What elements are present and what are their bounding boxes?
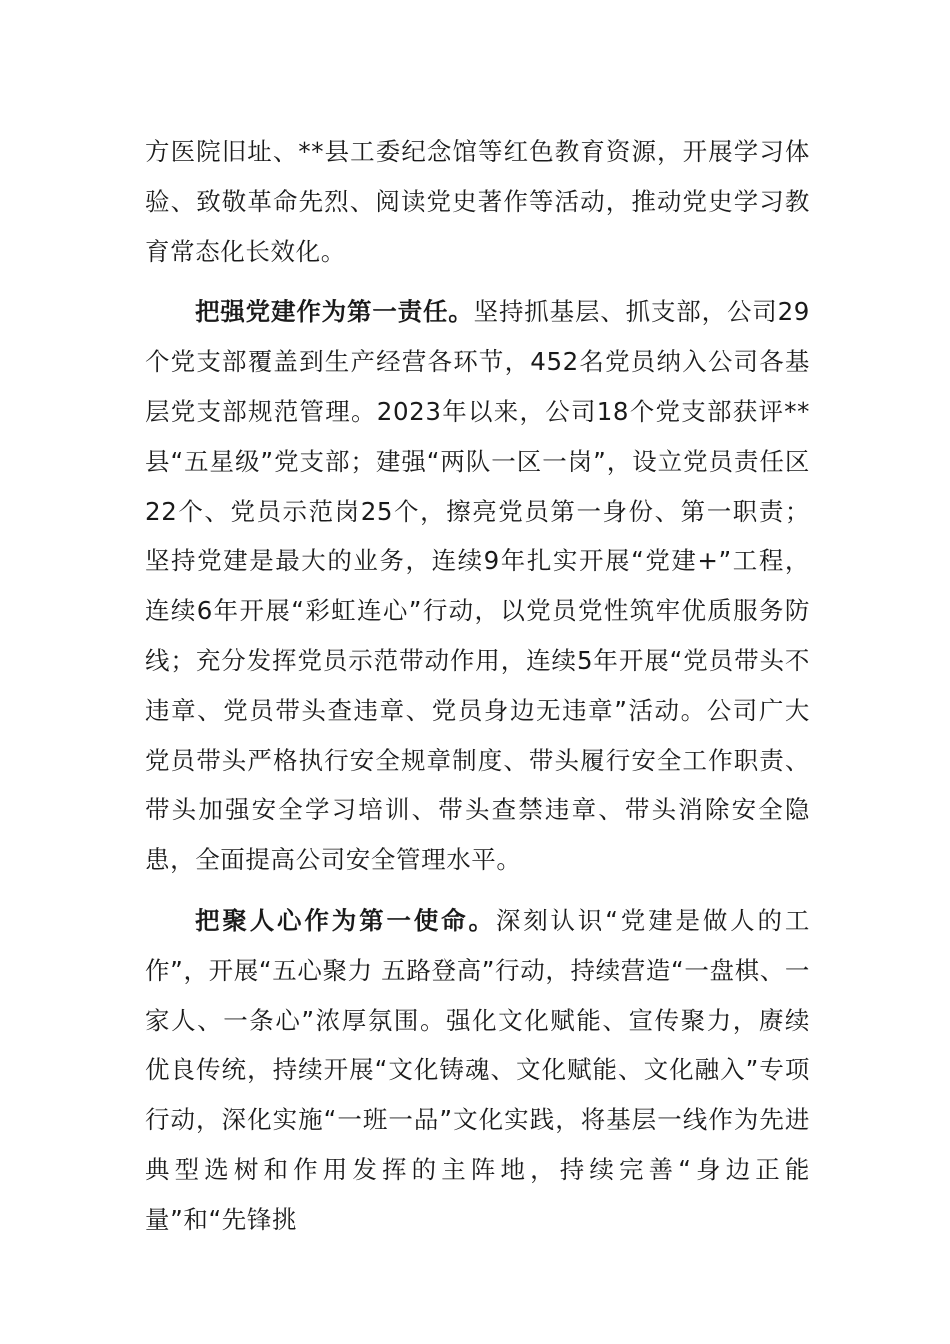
paragraph-heading: 把聚人心作为第一使命。 xyxy=(195,905,496,935)
paragraph-body: 方医院旧址、**县工委纪念馆等红色教育资源，开展学习体验、致敬革命先烈、阅读党史著作等活动，推动党史学习教育常态化长效化。 xyxy=(145,137,810,266)
paragraph-continued xyxy=(145,127,810,276)
paragraph-body: 深刻认识“党建是做人的工作”，开展“五心聚力 五路登高”行动，持续营造“一盘棋、一家人、一条心”浓厚氛围。强化文化赋能、宣传聚力，赓续优良传统，持续开展“文化铸魂、文化赋能、文化融入”专项行动，深化实施“一班一品”文化实践，将基层一线作为先进典型选树和作用发挥的主阵地，持续完善“身边正能量”和“先锋挑 xyxy=(145,905,810,1234)
document-body xyxy=(145,127,810,1245)
paragraph-party-building xyxy=(145,287,810,885)
paragraph-unite-hearts xyxy=(145,896,810,1245)
paragraph-body: 坚持抓基层、抓支部，公司29个党支部覆盖到生产经营各环节，452名党员纳入公司各基层党支部规范管理。2023年以来，公司18个党支部获评**县“五星级”党支部；建强“两队一区一岗”，设立党员责任区22个、党员示范岗25个，擦亮党员第一身份、第一职责；坚持党建是最大的业务，连续9年扎实开展“党建+”工程，连续6年开展“彩虹连心”行动，以党员党性筑牢优质服务防线；充分发挥党员示范带动作用，连续5年开展“党员带头不违章、党员带头查违章、党员身边无违章”活动。公司广大党员带头严格执行安全规章制度、带头履行安全工作职责、带头加强安全学习培训、带头查禁违章、带头消除安全隐患，全面提高公司安全管理水平。 xyxy=(145,297,810,875)
paragraph-spacing xyxy=(145,885,810,896)
paragraph-spacing xyxy=(145,276,810,287)
paragraph-heading: 把强党建作为第一责任。 xyxy=(195,297,474,327)
